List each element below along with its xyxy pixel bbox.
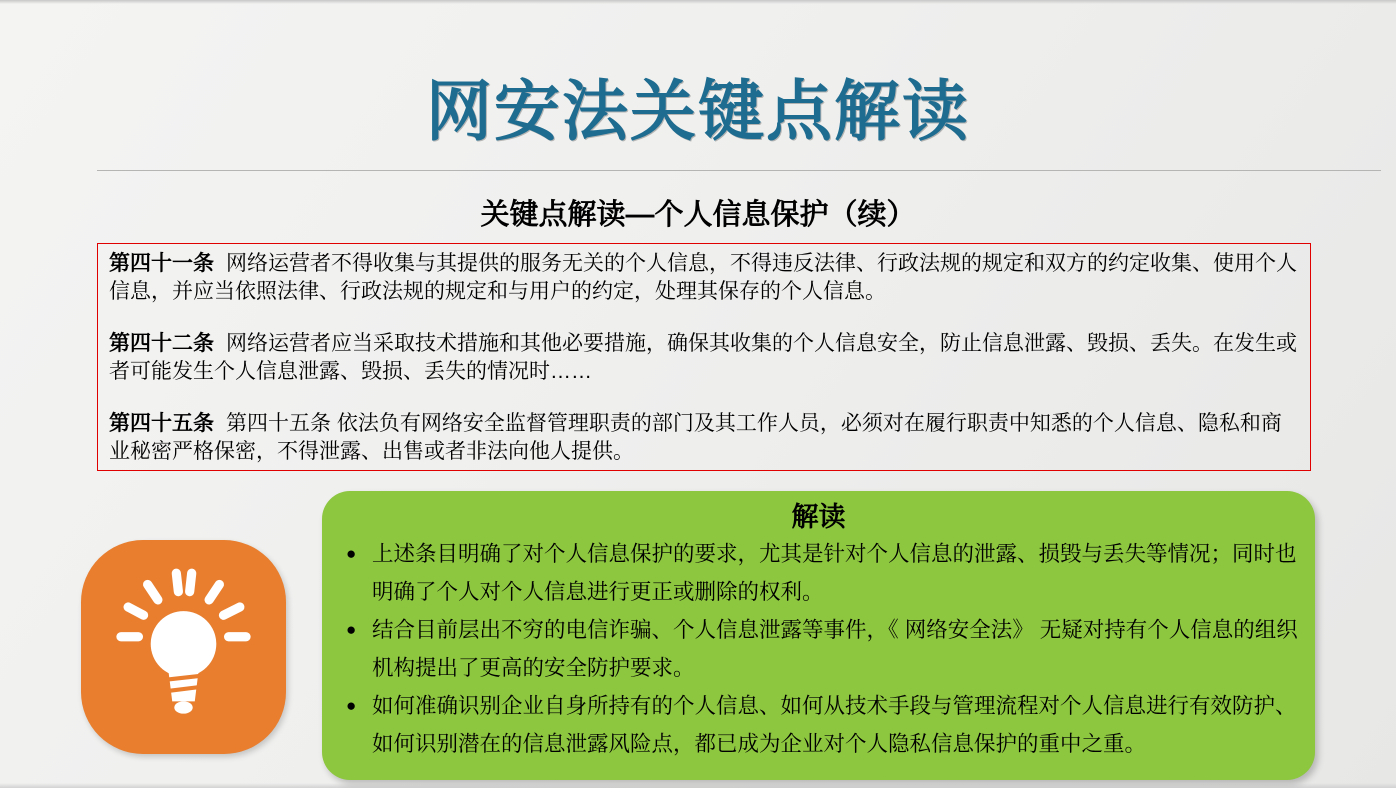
bullet-dot-icon: ● xyxy=(346,696,357,715)
slide-bottom-edge xyxy=(0,783,1396,788)
article-41 xyxy=(109,250,1299,306)
interpretation-bullet-2 xyxy=(338,611,1299,687)
article-42-text: 网络运营者应当采取技术措施和其他必要措施，确保其收集的个人信息安全，防止信息泄露、毁损、丢失。在发生或者可能发生个人信息泄露、毁损、丢失的情况时…… xyxy=(109,332,1297,383)
interpretation-bullet-1-text: 上述条目明确了对个人信息保护的要求，尤其是针对个人信息的泄露、损毁与丢失等情况；同时也明确了个人对个人信息进行更正或删除的权利。 xyxy=(372,542,1297,604)
article-45-text: 第四十五条 依法负有网络安全监督管理职责的部门及其工作人员，必须对在履行职责中知悉的个人信息、隐私和商业秘密严格保密，不得泄露、出售或者非法向他人提供。 xyxy=(109,412,1282,463)
article-41-text: 网络运营者不得收集与其提供的服务无关的个人信息，不得违反法律、行政法规的规定和双方的约定收集、使用个人信息，并应当依照法律、行政法规的规定和与用户的约定，处理其保存的个人信息。 xyxy=(109,252,1297,303)
interpretation-bullet-1 xyxy=(338,535,1299,611)
idea-badge xyxy=(81,540,286,754)
title-divider xyxy=(97,170,1381,171)
lightbulb-icon xyxy=(81,540,286,754)
article-42-label: 第四十二条 xyxy=(109,332,214,355)
interpretation-bullet-2-text: 结合目前层出不穷的电信诈骗、个人信息泄露等事件，《 网络安全法》 无疑对持有个人信息的组织机构提出了更高的安全防护要求。 xyxy=(372,618,1298,680)
law-articles-box xyxy=(97,243,1311,471)
section-subtitle: 关键点解读—个人信息保护（续） xyxy=(480,199,916,231)
interpretation-bullet-3-text: 如何准确识别企业自身所持有的个人信息、如何从技术手段与管理流程对个人信息进行有效防护、如何识别潜在的信息泄露风险点，都已成为企业对个人隐私信息保护的重中之重。 xyxy=(372,694,1297,756)
interpretation-bullet-3 xyxy=(338,687,1299,763)
slide-top-edge xyxy=(0,0,1396,4)
article-45 xyxy=(109,410,1299,466)
page-title: 网安法关键点解读 xyxy=(426,74,970,148)
bullet-dot-icon: ● xyxy=(346,620,357,639)
interpretation-box xyxy=(322,491,1315,780)
article-42 xyxy=(109,330,1299,386)
bullet-dot-icon: ● xyxy=(346,544,357,563)
interpretation-heading: 解读 xyxy=(791,502,846,532)
article-45-label: 第四十五条 xyxy=(109,412,214,435)
article-41-label: 第四十一条 xyxy=(109,252,214,275)
